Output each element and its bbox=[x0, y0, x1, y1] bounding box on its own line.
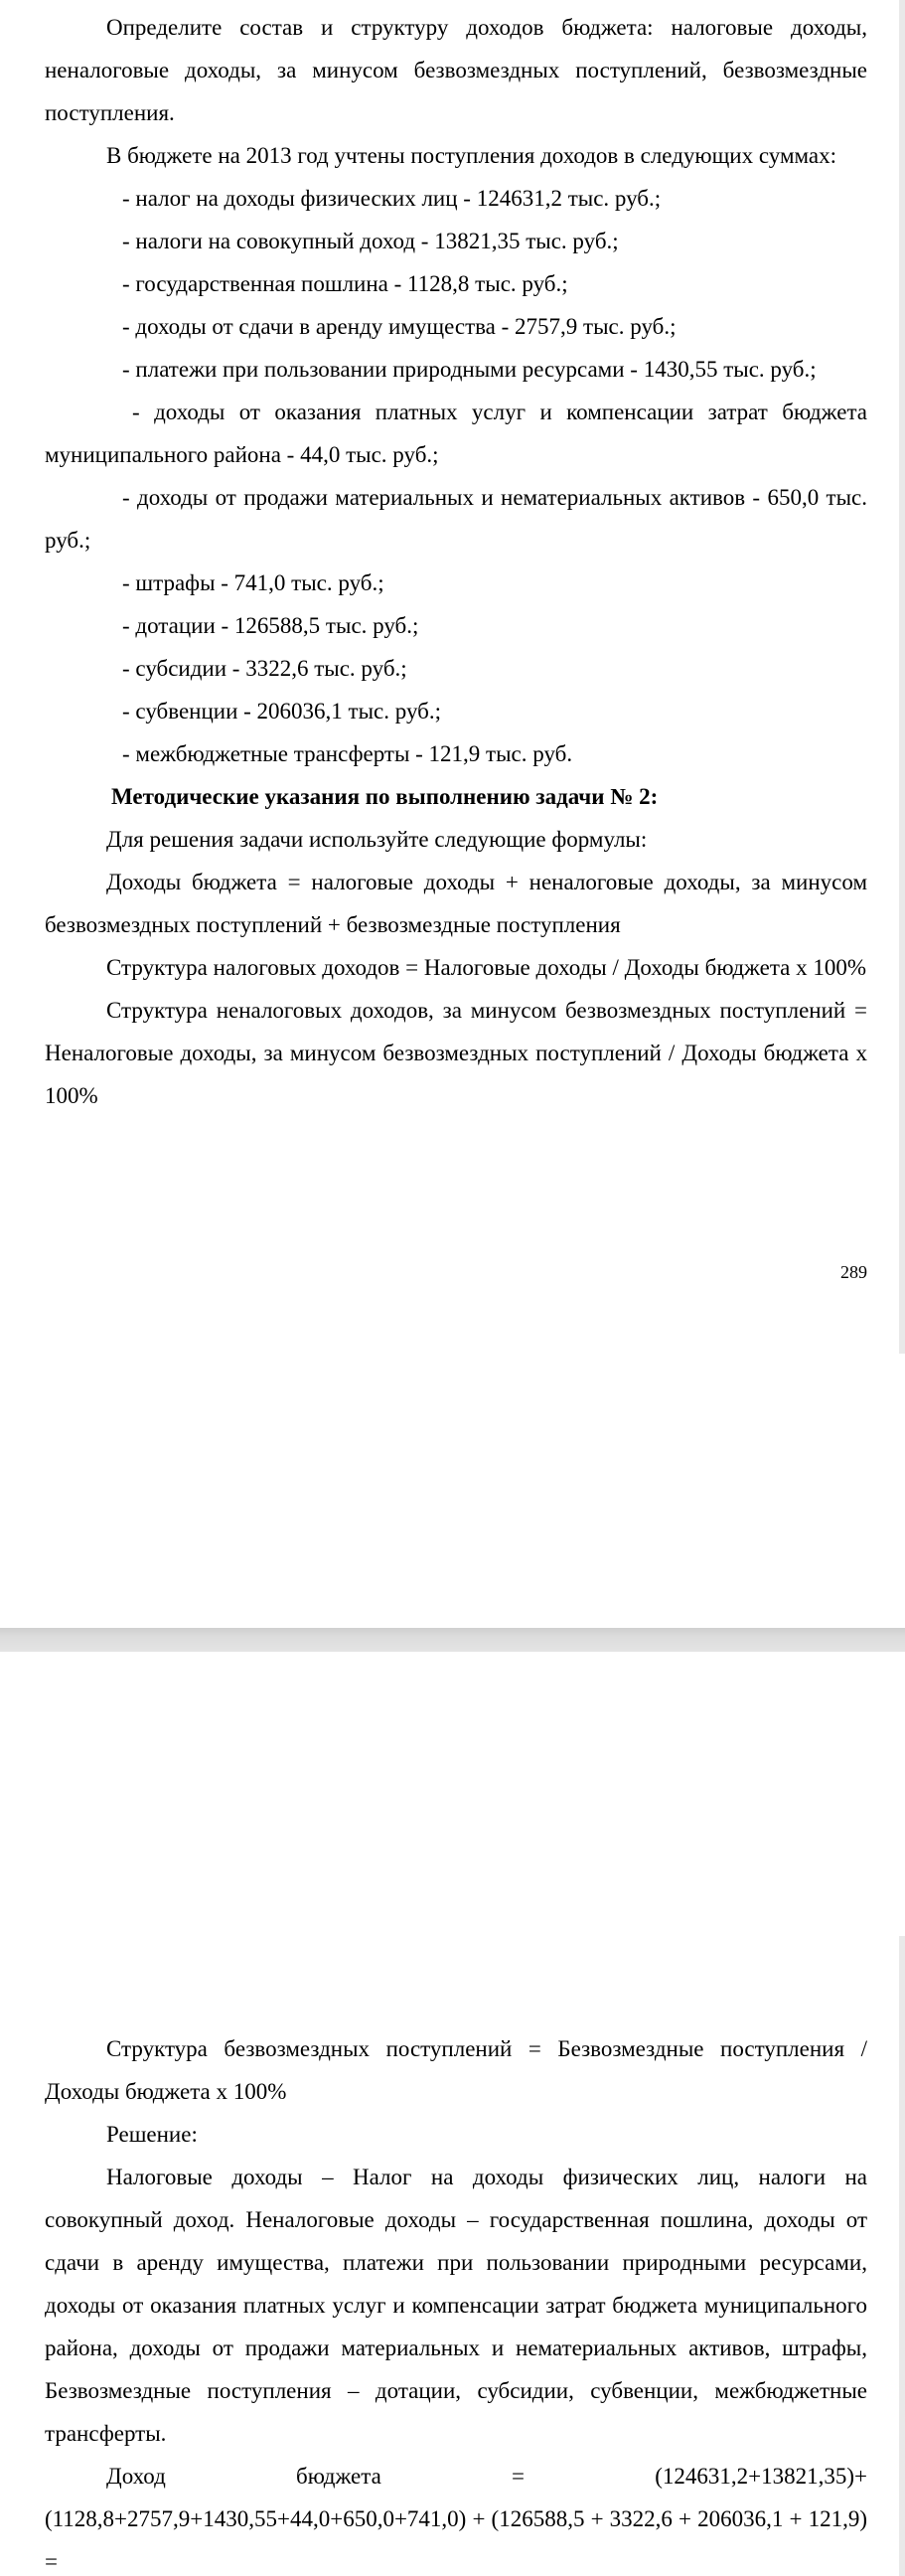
income-item-aggregate-income-taxes: - налоги на совокупный доход - 13821,35 тыс. руб.; bbox=[122, 229, 619, 253]
solution-text: Налоговые доходы – Налог на доходы физических лиц, налоги на совокупный доход. Неналоговые доходы – государственная пошлина, доходы от сдачи в аренду имущества, платежи при пользовании природными ресурсами, доходы от оказания платных услуг и компенсации затрат бюджета муниципального района, доходы от продажи материальных и нематериальных активов, штрафы, Безвозмездные поступления – дотации, субсидии, субвенции, межбюджетные трансферты. bbox=[45, 2165, 867, 2446]
formula-tax-structure: Структура налоговых доходов = Налоговые доходы / Доходы бюджета х 100% bbox=[106, 955, 867, 980]
page-2-content bbox=[45, 2027, 867, 2576]
formula-budget-income: Доходы бюджета = налоговые доходы + неналоговые доходы, за минусом безвозмездных поступлений + безвозмездные поступления bbox=[45, 870, 867, 937]
income-item-personal-income-tax: - налог на доходы физических лиц - 124631,2 тыс. руб.; bbox=[122, 186, 662, 211]
income-item-paid-services: - доходы от оказания платных услуг и компенсации затрат бюджета муниципального района - 44,0 тыс. руб.; bbox=[45, 400, 867, 467]
page-edge-shadow bbox=[899, 0, 905, 1354]
income-item-subsidies: - субсидии - 3322,6 тыс. руб.; bbox=[122, 656, 407, 681]
formulas-intro: Для решения задачи используйте следующие формулы: bbox=[106, 827, 648, 852]
income-item-property-rent: - доходы от сдачи в аренду имущества - 2757,9 тыс. руб.; bbox=[122, 314, 677, 339]
page-edge-shadow bbox=[899, 1936, 905, 2576]
income-item-fines: - штрафы - 741,0 тыс. руб.; bbox=[122, 570, 384, 595]
method-heading: Методические указания по выполнению задачи № 2: bbox=[111, 784, 659, 809]
income-sums-intro: В бюджете на 2013 год учтены поступления доходов в следующих суммах: bbox=[106, 143, 837, 168]
income-calculation: Доход бюджета = (124631,2+13821,35)+(1128,8+2757,9+1430,55+44,0+650,0+741,0) + (126588,5 + 3322,6 + 206036,1 + 121,9) = bbox=[45, 2464, 867, 2574]
income-item-asset-sales: - доходы от продажи материальных и нематериальных активов - 650,0 тыс. руб.; bbox=[45, 485, 867, 553]
income-item-natural-resources: - платежи при пользовании природными ресурсами - 1430,55 тыс. руб.; bbox=[122, 357, 817, 382]
formula-nontax-structure: Структура неналоговых доходов, за минусом безвозмездных поступлений = Неналоговые доходы, за минусом безвозмездных поступлений / Доходы бюджета х 100% bbox=[45, 998, 867, 1108]
page-1-content bbox=[45, 6, 867, 1117]
income-item-grants: - дотации - 126588,5 тыс. руб.; bbox=[122, 613, 419, 638]
income-item-state-duty: - государственная пошлина - 1128,8 тыс. руб.; bbox=[122, 271, 568, 296]
income-item-interbudget-transfers: - межбюджетные трансферты - 121,9 тыс. руб. bbox=[122, 741, 573, 766]
task-intro-paragraph: Определите состав и структуру доходов бюджета: налоговые доходы, неналоговые доходы, за минусом безвозмездных поступлений, безвозмездные поступления. bbox=[45, 15, 867, 125]
income-item-subventions: - субвенции - 206036,1 тыс. руб.; bbox=[122, 699, 441, 724]
document-page-2 bbox=[0, 1652, 905, 2576]
formula-grants-structure: Структура безвозмездных поступлений = Безвозмездные поступления / Доходы бюджета х 100% bbox=[45, 2036, 867, 2104]
page-separator bbox=[0, 1628, 905, 1652]
solution-label: Решение: bbox=[106, 2122, 198, 2147]
page-number: 289 bbox=[840, 1262, 867, 1282]
